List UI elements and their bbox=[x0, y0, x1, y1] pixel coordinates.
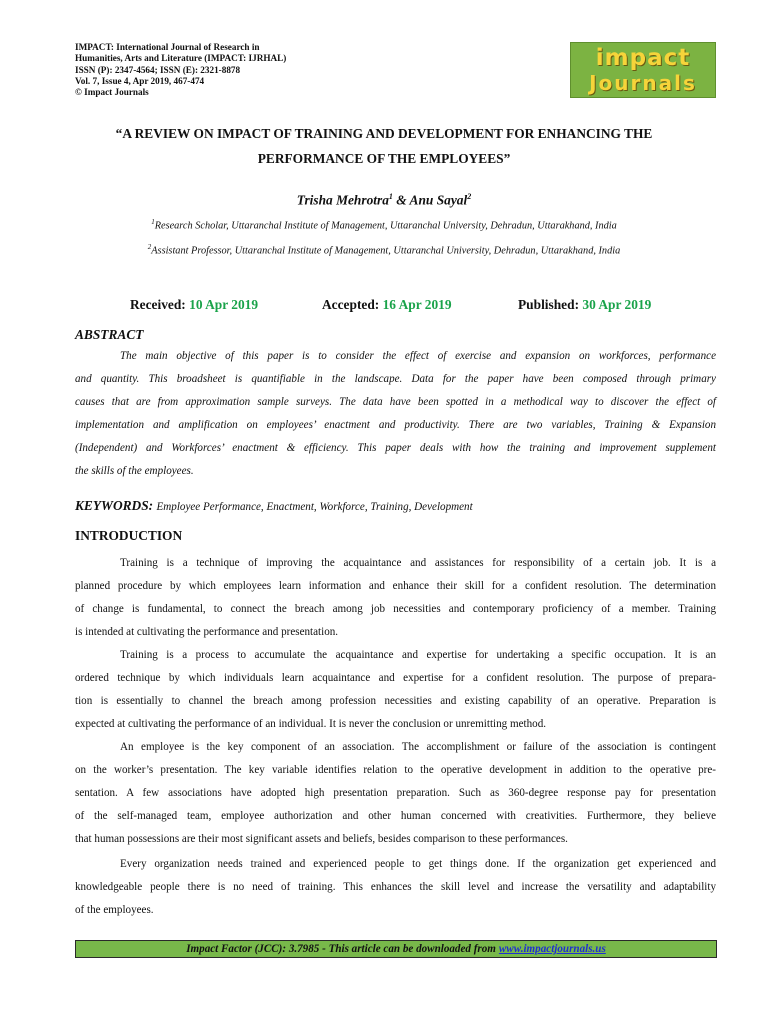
footer-link[interactable]: www.impactjournals.us bbox=[498, 943, 606, 955]
intro-line: ordered technique by which individuals learn acquaintance and expertise for a confident resolution. The purpose of prepara- bbox=[75, 672, 716, 684]
received-value: 10 Apr 2019 bbox=[189, 297, 259, 312]
accepted-date bbox=[322, 297, 452, 313]
accepted-label: Accepted: bbox=[322, 297, 383, 312]
received-label: Received: bbox=[130, 297, 190, 312]
intro-line: tion is essentially to channel the breach among profession necessities and existing capability of an operative. Preparation is bbox=[75, 695, 716, 707]
intro-line: of the self-managed team, employee authorization and other human concerned with creativities. Furthermore, they believe bbox=[75, 810, 716, 822]
author-2-sup: 2 bbox=[467, 192, 472, 201]
intro-line: knowledgeable people there is no need of training. This enhances the skill level and increase the versatility and adaptability bbox=[75, 881, 716, 893]
intro-line: is intended at cultivating the performance and presentation. bbox=[75, 626, 339, 638]
accepted-value: 16 Apr 2019 bbox=[382, 297, 452, 312]
intro-line: planned procedure by which employees learn information and enhance their skill for a confident resolution. The determination bbox=[75, 580, 716, 592]
affiliation-1 bbox=[0, 218, 768, 231]
intro-line: sentation. A few associations have adopted high presentation preparation. Such as 360-degree response pay for presentation bbox=[75, 787, 716, 799]
paper-title-line-1: “A REVIEW ON IMPACT OF TRAINING AND DEVELOPMENT FOR ENHANCING THE bbox=[115, 126, 653, 141]
abstract-line: the skills of the employees. bbox=[75, 465, 194, 477]
intro-line: on the worker’s presentation. The key variable identifies relation to the operative development in addition to the operative pre- bbox=[75, 764, 716, 776]
paper-title-line-2: PERFORMANCE OF THE EMPLOYEES” bbox=[257, 151, 511, 166]
keywords-label: KEYWORDS: bbox=[75, 498, 157, 513]
abstract-line: The main objective of this paper is to consider the effect of exercise and expansion on workforces, performance bbox=[120, 350, 716, 362]
author-separator: & bbox=[392, 192, 410, 208]
intro-line: Training is a technique of improving the acquaintance and assistances for responsibility of a certain job. It is a bbox=[120, 557, 716, 569]
journal-info bbox=[75, 42, 286, 98]
abstract-line: implementation and amplification on employees’ enactment and productivity. There are two variables, Training & Expansion bbox=[75, 419, 716, 431]
footer-banner bbox=[75, 940, 717, 958]
abstract-line: causes that are from approximation sample surveys. The data have been spotted in a methodical way to discover the effect of bbox=[75, 396, 716, 408]
affiliation-2-sup: 2 bbox=[147, 243, 152, 251]
received-date bbox=[130, 297, 258, 313]
authors bbox=[0, 192, 768, 208]
abstract-line: and quantity. This broadsheet is quantifiable in the landscape. Data for the paper have been composed through primary bbox=[75, 373, 716, 385]
author-1: Trisha Mehrotra bbox=[296, 192, 389, 208]
intro-line: Training is a process to accumulate the acquaintance and expertise for undertaking a specific occupation. It is an bbox=[120, 649, 716, 661]
published-date bbox=[518, 297, 651, 313]
published-value: 30 Apr 2019 bbox=[582, 297, 652, 312]
intro-line: of the employees. bbox=[75, 904, 154, 916]
journal-line: ISSN (P): 2347-4564; ISSN (E): 2321-8878 bbox=[75, 64, 241, 75]
published-label: Published: bbox=[518, 297, 583, 312]
abstract-line: (Independent) and Workforces’ enactment & efficiency. This paper deals with how the training and improvement supplement bbox=[75, 442, 716, 454]
affiliation-2 bbox=[0, 243, 768, 256]
journal-line: © Impact Journals bbox=[75, 87, 149, 98]
affiliation-2-text: Assistant Professor, Uttaranchal Institute of Management, Uttaranchal University, Dehradun, Uttarakhand, India bbox=[151, 245, 621, 257]
author-2: Anu Sayal bbox=[409, 192, 468, 208]
abstract-heading: ABSTRACT bbox=[75, 327, 144, 342]
author-1-sup: 1 bbox=[388, 192, 393, 201]
keywords-text: Employee Performance, Enactment, Workforce, Training, Development bbox=[156, 501, 473, 513]
logo-text-top: impact bbox=[595, 45, 691, 71]
introduction-heading: INTRODUCTION bbox=[75, 528, 183, 543]
intro-line: of change is fundamental, to connect the breach among job necessities and contemporary proficiency of a member. Training bbox=[75, 603, 716, 615]
intro-line: expected at cultivating the performance of an individual. It is never the conclusion or unremitting method. bbox=[75, 718, 547, 730]
intro-line: Every organization needs trained and experienced people to get things done. If the organization get experienced and bbox=[120, 858, 716, 870]
journal-line: Humanities, Arts and Literature (IMPACT: IJRHAL) bbox=[75, 53, 287, 64]
affiliation-1-sup: 1 bbox=[151, 218, 155, 226]
affiliation-1-text: Research Scholar, Uttaranchal Institute of Management, Uttaranchal University, Dehradun, Uttarakhand, India bbox=[154, 220, 617, 232]
footer-text: Impact Factor (JCC): 3.7985 - This article can be downloaded from bbox=[186, 943, 496, 955]
intro-line: that human possessions are their most significant assets and beliefs, besides comparison to these performances. bbox=[75, 833, 568, 845]
intro-line: An employee is the key component of an association. The accomplishment or failure of the association is contingent bbox=[120, 741, 716, 753]
logo-text-bottom: Journals bbox=[589, 71, 697, 95]
keywords bbox=[75, 497, 473, 515]
journal-line: IMPACT: International Journal of Research in bbox=[75, 42, 260, 52]
impact-journals-logo bbox=[570, 42, 716, 98]
journal-line: Vol. 7, Issue 4, Apr 2019, 467-474 bbox=[75, 75, 205, 86]
